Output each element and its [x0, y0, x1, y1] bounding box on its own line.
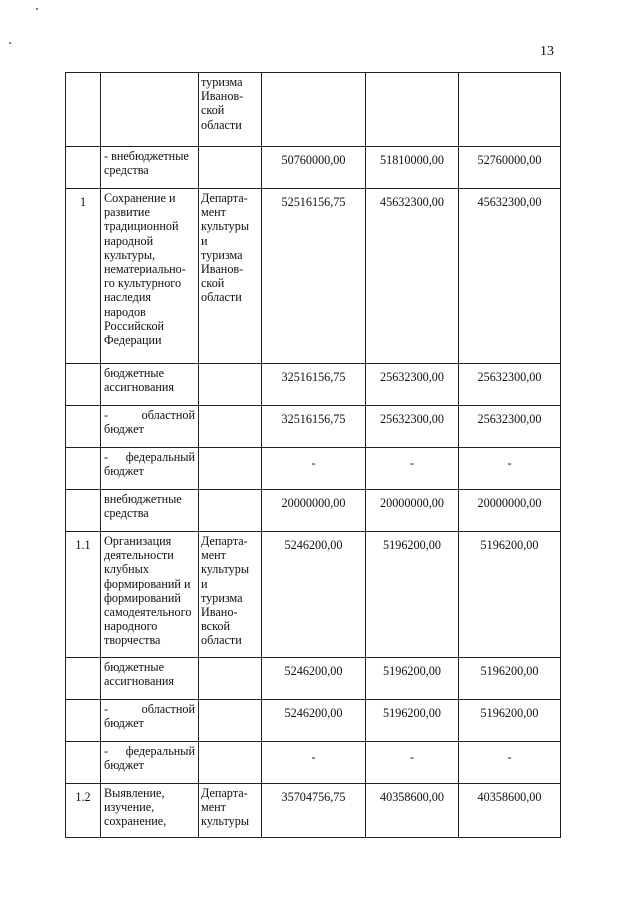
row-value-1: -	[262, 742, 366, 784]
table-row	[66, 742, 561, 784]
row-index	[66, 742, 101, 784]
row-value-3: 52760000,00	[459, 147, 561, 189]
table-row	[66, 406, 561, 448]
row-name: - областной бюджет	[101, 700, 199, 742]
row-index: 1	[66, 189, 101, 364]
row-index	[66, 147, 101, 189]
page-number: 13	[540, 44, 554, 59]
scan-speck	[9, 42, 11, 44]
row-name: бюджетные ассигнования	[101, 364, 199, 406]
row-value-1: 32516156,75	[262, 406, 366, 448]
row-index	[66, 73, 101, 147]
row-name: - федеральный бюджет	[101, 448, 199, 490]
row-index	[66, 658, 101, 700]
row-value-3	[459, 73, 561, 147]
row-value-1	[262, 73, 366, 147]
row-index: 1.2	[66, 784, 101, 838]
row-index	[66, 490, 101, 532]
row-value-3: 25632300,00	[459, 406, 561, 448]
table-row	[66, 189, 561, 364]
row-organization	[199, 742, 262, 784]
row-name	[101, 73, 199, 147]
row-organization: Департа- мент культуры	[199, 784, 262, 838]
row-value-3: 5196200,00	[459, 658, 561, 700]
row-organization: Департа- мент культуры и туризма Иванов- ской области	[199, 189, 262, 364]
row-organization	[199, 490, 262, 532]
row-name: - федеральный бюджет	[101, 742, 199, 784]
row-index	[66, 406, 101, 448]
row-value-3: 25632300,00	[459, 364, 561, 406]
row-value-1: 5246200,00	[262, 532, 366, 658]
table-row	[66, 448, 561, 490]
row-organization	[199, 658, 262, 700]
table-row	[66, 73, 561, 147]
row-index	[66, 364, 101, 406]
row-name: внебюджетные средства	[101, 490, 199, 532]
row-value-3: -	[459, 742, 561, 784]
row-value-1: 50760000,00	[262, 147, 366, 189]
row-value-2: 45632300,00	[366, 189, 459, 364]
row-value-1: 5246200,00	[262, 658, 366, 700]
row-value-2: -	[366, 448, 459, 490]
row-value-2: 40358600,00	[366, 784, 459, 838]
row-value-2: 5196200,00	[366, 658, 459, 700]
row-organization	[199, 364, 262, 406]
row-value-2: -	[366, 742, 459, 784]
row-value-2: 20000000,00	[366, 490, 459, 532]
row-organization: Департа- мент культуры и туризма Ивано- вской области	[199, 532, 262, 658]
table-row	[66, 532, 561, 658]
row-organization	[199, 448, 262, 490]
table-row	[66, 658, 561, 700]
row-value-1: 20000000,00	[262, 490, 366, 532]
table-row	[66, 700, 561, 742]
row-value-1: -	[262, 448, 366, 490]
row-value-2	[366, 73, 459, 147]
row-value-3: 5196200,00	[459, 700, 561, 742]
row-organization	[199, 406, 262, 448]
row-organization: туризма Иванов- ской области	[199, 73, 262, 147]
row-value-3: -	[459, 448, 561, 490]
row-name: Сохранение и развитие традиционной народной культуры, нематериально- го культурного наследия народов Российской Федерации	[101, 189, 199, 364]
row-name: бюджетные ассигнования	[101, 658, 199, 700]
row-value-1: 52516156,75	[262, 189, 366, 364]
row-value-1: 32516156,75	[262, 364, 366, 406]
table-row	[66, 364, 561, 406]
row-index	[66, 448, 101, 490]
row-value-1: 5246200,00	[262, 700, 366, 742]
scan-speck	[36, 8, 38, 10]
row-organization	[199, 700, 262, 742]
budget-table	[65, 72, 561, 838]
row-value-3: 40358600,00	[459, 784, 561, 838]
table-row	[66, 784, 561, 838]
table-row	[66, 490, 561, 532]
row-value-2: 25632300,00	[366, 406, 459, 448]
row-value-2: 5196200,00	[366, 532, 459, 658]
row-name: - внебюджетные средства	[101, 147, 199, 189]
row-index: 1.1	[66, 532, 101, 658]
row-name: - областной бюджет	[101, 406, 199, 448]
row-name: Выявление, изучение, сохранение,	[101, 784, 199, 838]
row-value-3: 5196200,00	[459, 532, 561, 658]
row-organization	[199, 147, 262, 189]
row-name: Организация деятельности клубных формирований и формирований самодеятельного народного творчества	[101, 532, 199, 658]
table-row	[66, 147, 561, 189]
row-value-2: 51810000,00	[366, 147, 459, 189]
row-value-2: 5196200,00	[366, 700, 459, 742]
row-value-2: 25632300,00	[366, 364, 459, 406]
row-value-3: 45632300,00	[459, 189, 561, 364]
row-value-3: 20000000,00	[459, 490, 561, 532]
row-index	[66, 700, 101, 742]
row-value-1: 35704756,75	[262, 784, 366, 838]
